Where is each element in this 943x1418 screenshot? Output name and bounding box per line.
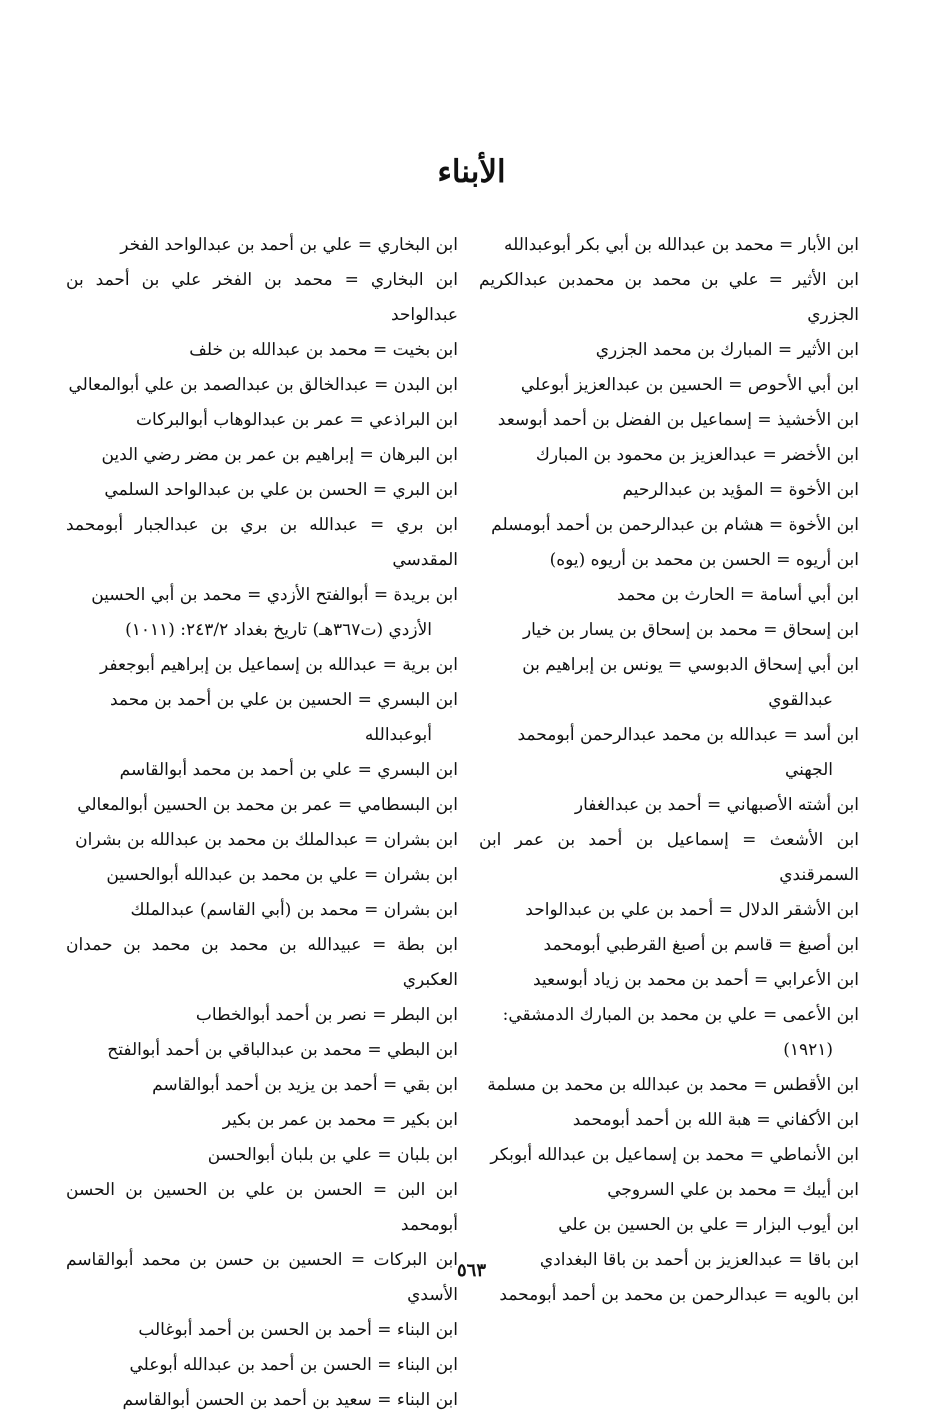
index-entry bbox=[66, 1383, 458, 1418]
index-entry-text: ابن البناء = الحسن بن أحمد بن عبدالله أبوعلي bbox=[129, 1355, 458, 1375]
index-entry-text: ابن الأعمى = علي بن محمد بن المبارك الدمشقي: bbox=[502, 1005, 859, 1025]
index-entry bbox=[479, 928, 859, 963]
index-entry-text: ابن الأخوة = هشام بن عبدالرحمن بن أحمد أبومسلم bbox=[491, 515, 859, 535]
index-entry-text: ابن بطة = عبيدالله بن محمد بن محمد بن حمدان العكبري bbox=[66, 935, 458, 990]
index-entry-text: ابن البناء = أحمد بن الحسن بن أحمد أبوغالب bbox=[138, 1320, 458, 1340]
index-entry-continuation: (١٩٢١) bbox=[783, 1040, 833, 1060]
index-entry bbox=[479, 893, 859, 928]
index-column-right bbox=[479, 228, 859, 1313]
index-entry-text: ابن بري = عبدالله بن بري بن عبدالجبار أبومحمد المقدسي bbox=[66, 515, 458, 570]
index-entry bbox=[66, 683, 458, 753]
index-entry-text: ابن البراذعي = عمر بن عبدالوهاب أبوالبركات bbox=[135, 410, 458, 430]
index-entry bbox=[479, 333, 859, 368]
index-entry-text: ابن البسري = الحسين بن علي بن أحمد بن محمد bbox=[109, 690, 458, 710]
index-entry-text: ابن البطي = محمد بن عبدالباقي بن أحمد أبوالفتح bbox=[107, 1040, 458, 1060]
index-entry-text: ابن البن = الحسن بن علي بن الحسين بن الحسن أبومحمد bbox=[66, 1180, 458, 1235]
index-entry bbox=[66, 928, 458, 998]
index-entry bbox=[479, 823, 859, 893]
index-entry-text: ابن بشران = علي بن محمد بن عبدالله أبوالحسين bbox=[106, 865, 458, 885]
index-entry bbox=[479, 368, 859, 403]
index-entry-text: ابن الأخوة = المؤيد بن عبدالرحيم bbox=[622, 480, 859, 500]
index-entry-text: ابن الأنماطي = محمد بن إسماعيل بن عبدالله أبوبكر bbox=[490, 1145, 859, 1165]
page-number: ٥٦٣ bbox=[456, 1260, 486, 1281]
index-entry-text: ابن البرهان = إبراهيم بن عمر بن مضر رضي الدين bbox=[101, 445, 458, 465]
index-entry bbox=[66, 228, 458, 263]
index-entry bbox=[479, 648, 859, 718]
index-entry bbox=[479, 998, 859, 1068]
index-entry bbox=[66, 823, 458, 858]
index-entry bbox=[66, 1103, 458, 1138]
index-entry bbox=[66, 438, 458, 473]
index-entry-text: ابن البناء = سعيد بن أحمد بن الحسن أبوالقاسم bbox=[122, 1390, 458, 1410]
index-entry-text: ابن أبي الأحوص = الحسين بن عبدالعزيز أبوعلي bbox=[520, 375, 859, 395]
index-entry bbox=[66, 893, 458, 928]
index-entry-text: ابن باقا = عبدالعزيز بن أحمد بن باقا البغدادي bbox=[539, 1250, 859, 1270]
index-entry bbox=[66, 1173, 458, 1243]
index-entry bbox=[479, 543, 859, 578]
index-entry-text: ابن بالويه = عبدالرحمن بن محمد بن أحمد أبومحمد bbox=[499, 1285, 859, 1305]
index-entry-text: ابن أبي أسامة = الحارث بن محمد bbox=[617, 585, 859, 605]
index-entry bbox=[66, 1313, 458, 1348]
index-entry-continuation: عبدالقوي bbox=[768, 690, 833, 710]
index-entry-text: ابن أسد = عبدالله بن محمد عبدالرحمن أبومحمد bbox=[517, 725, 859, 745]
index-entry bbox=[479, 613, 859, 648]
index-entry bbox=[479, 508, 859, 543]
index-entry bbox=[479, 403, 859, 438]
index-entry bbox=[66, 578, 458, 648]
index-entry bbox=[479, 718, 859, 788]
index-entry-text: ابن أيوب البزار = علي بن الحسين بن علي bbox=[558, 1215, 859, 1235]
index-entry-text: ابن البركات = الحسين بن حسن بن محمد أبوالقاسم الأسدي bbox=[66, 1250, 458, 1305]
index-entry bbox=[66, 473, 458, 508]
index-entry-text: ابن بلبان = علي بن بلبان أبوالحسن bbox=[207, 1145, 458, 1165]
index-entry bbox=[66, 403, 458, 438]
index-entry bbox=[66, 1068, 458, 1103]
index-entry-text: ابن البسري = علي بن أحمد بن محمد أبوالقاسم bbox=[119, 760, 458, 780]
index-entry-text: ابن بقي = أحمد بن يزيد بن أحمد أبوالقاسم bbox=[152, 1075, 458, 1095]
index-entry bbox=[66, 648, 458, 683]
index-entry-text: ابن الأشعث = إسماعيل بن أحمد بن عمر ابن السمرقندي bbox=[479, 830, 859, 885]
index-entry bbox=[479, 1103, 859, 1138]
index-entry-text: ابن بخيت = محمد بن عبدالله بن خلف bbox=[189, 340, 458, 360]
index-entry bbox=[479, 228, 859, 263]
index-entry-text: ابن أبي إسحاق الدبوسي = يونس بن إبراهيم بن bbox=[522, 655, 859, 675]
index-entry bbox=[66, 1348, 458, 1383]
index-entry-text: ابن البري = الحسن بن علي بن عبدالواحد السلمي bbox=[104, 480, 458, 500]
index-entry bbox=[479, 578, 859, 613]
index-entry bbox=[66, 1138, 458, 1173]
index-entry bbox=[66, 508, 458, 578]
index-entry bbox=[66, 858, 458, 893]
index-entry bbox=[479, 788, 859, 823]
index-entry bbox=[479, 263, 859, 333]
index-entry-text: ابن بشران = عبدالملك بن محمد بن عبدالله بن بشران bbox=[75, 830, 458, 850]
index-entry-continuation: الجهني bbox=[784, 760, 833, 780]
index-entry bbox=[479, 1068, 859, 1103]
index-entry-text: ابن أيبك = محمد بن علي السروجي bbox=[607, 1180, 859, 1200]
index-entry-text: ابن الأخشيذ = إسماعيل بن الفضل بن أحمد أبوسعد bbox=[497, 410, 859, 430]
index-entry bbox=[479, 438, 859, 473]
index-entry bbox=[479, 1173, 859, 1208]
index-entry bbox=[66, 368, 458, 403]
page-title: الأبناء bbox=[437, 154, 506, 190]
index-entry bbox=[66, 753, 458, 788]
index-entry-text: ابن الأبار = محمد بن عبدالله بن أبي بكر أبوعبدالله bbox=[503, 235, 859, 255]
index-entry-text: ابن أشته الأصبهاني = أحمد بن عبدالغفار bbox=[574, 795, 859, 815]
index-entry bbox=[479, 473, 859, 508]
index-entry bbox=[66, 1033, 458, 1068]
index-entry-continuation: أبوعبدالله bbox=[364, 725, 432, 745]
index-entry-text: ابن أريوه = الحسن بن محمد بن أريوه (يوه) bbox=[549, 550, 859, 570]
index-entry-text: ابن الأثير = علي بن محمد بن محمدبن عبدالكريم الجزري bbox=[479, 270, 859, 325]
index-entry bbox=[479, 963, 859, 998]
index-entry-text: ابن بريدة = أبوالفتح الأزدي = محمد بن أبي الحسين bbox=[91, 585, 458, 605]
index-entry-text: ابن البخاري = محمد بن الفخر علي بن أحمد بن عبدالواحد bbox=[66, 270, 458, 325]
index-entry-text: ابن أصبغ = قاسم بن أصبغ القرطبي أبومحمد bbox=[543, 935, 859, 955]
index-entry bbox=[66, 263, 458, 333]
index-entry-text: ابن برية = عبدالله بن إسماعيل بن إبراهيم أبوجعفر bbox=[99, 655, 458, 675]
index-entry-text: ابن الأشقر الدلال = أحمد بن علي بن عبدالواحد bbox=[525, 900, 859, 920]
index-entry-text: ابن الأعرابي = أحمد بن محمد بن زياد أبوسعيد bbox=[532, 970, 859, 990]
index-entry-text: ابن البسطامي = عمر بن محمد بن الحسين أبوالمعالي bbox=[77, 795, 458, 815]
index-entry bbox=[479, 1208, 859, 1243]
index-entry bbox=[66, 788, 458, 823]
index-entry-text: ابن الأقطس = محمد بن عبدالله بن محمد بن مسلمة bbox=[487, 1075, 859, 1095]
index-entry bbox=[66, 998, 458, 1033]
index-column-left bbox=[66, 228, 458, 1418]
index-entry-continuation: الأزدي (ت٣٦٧هـ) تاريخ بغداد ٢٤٣/٢: (١٠١١) bbox=[125, 620, 432, 640]
index-entry bbox=[66, 333, 458, 368]
index-entry-text: ابن بكير = محمد بن عمر بن بكير bbox=[222, 1110, 458, 1130]
index-entry-text: ابن بشران = محمد بن (أبي القاسم) عبدالملك bbox=[130, 900, 458, 920]
index-entry bbox=[479, 1138, 859, 1173]
index-entry-text: ابن الأخضر = عبدالعزيز بن محمود بن المبارك bbox=[535, 445, 859, 465]
index-entry-text: ابن الأكفاني = هبة الله بن أحمد أبومحمد bbox=[572, 1110, 859, 1130]
index-entry-text: ابن إسحاق = محمد بن إسحاق بن يسار بن خيار bbox=[522, 620, 859, 640]
index-entry-text: ابن البطر = نصر بن أحمد أبوالخطاب bbox=[195, 1005, 458, 1025]
index-entry-text: ابن الأثير = المبارك بن محمد الجزري bbox=[595, 340, 859, 360]
index-entry-text: ابن البخاري = علي بن أحمد بن عبدالواحد الفخر bbox=[120, 235, 458, 255]
index-entry-text: ابن البدن = عبدالخالق بن عبدالصمد بن علي أبوالمعالي bbox=[68, 375, 458, 395]
